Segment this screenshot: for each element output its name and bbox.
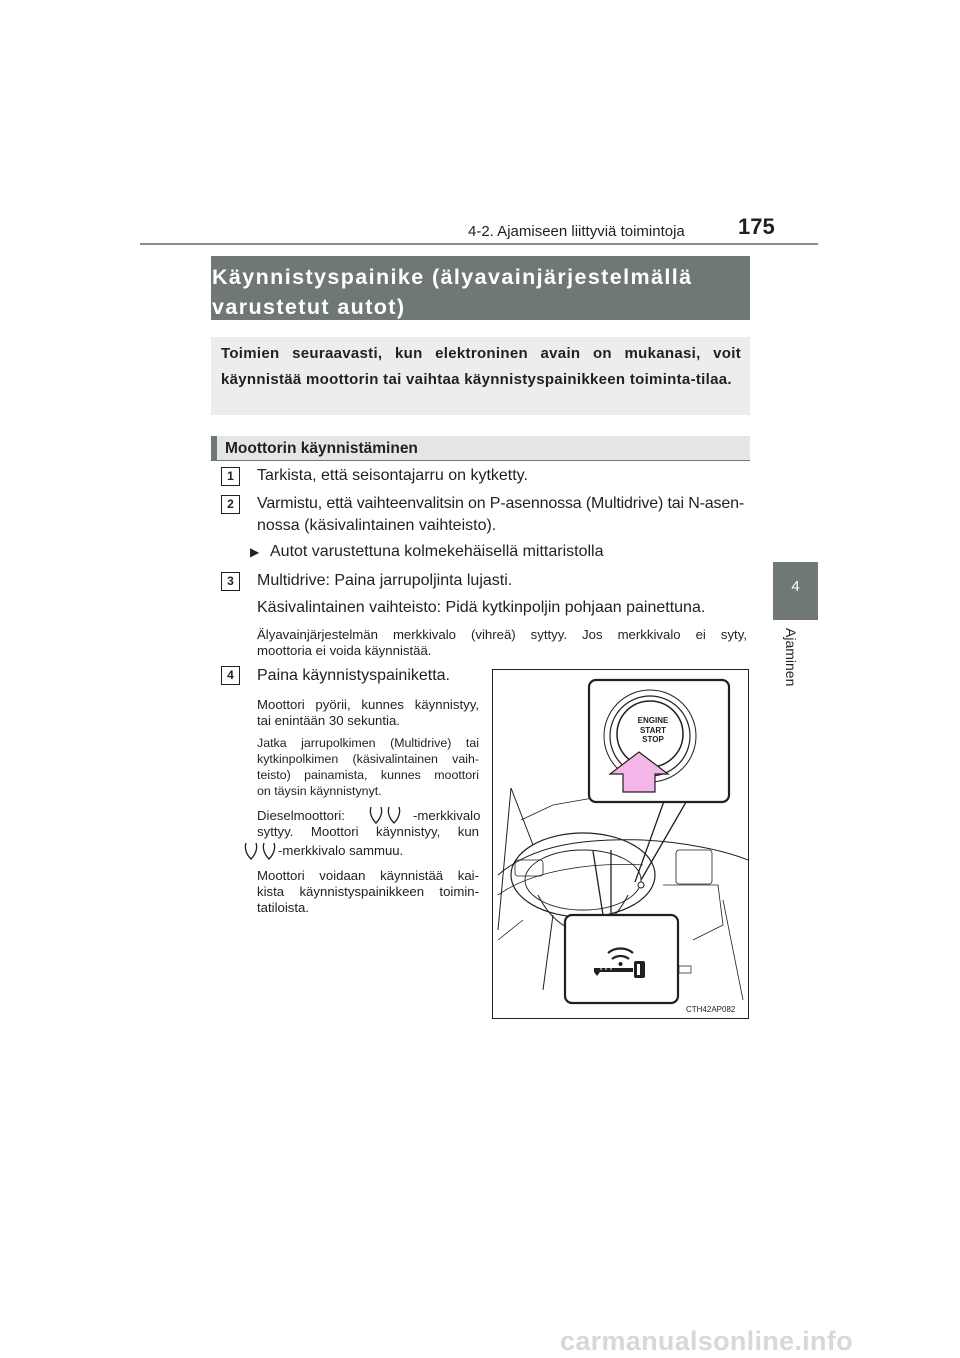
step-4-note-4-line1: Moottori voidaan käynnistää kai- (257, 868, 479, 883)
diesel-line3: -merkkivalo sammuu. (278, 843, 404, 858)
step-4-text: Paina käynnistyspainiketta. (257, 667, 450, 684)
step-number-1: 1 (221, 467, 240, 486)
step-3-text-line1: Multidrive: Paina jarrupoljinta lujasti. (257, 572, 513, 589)
step-4-note-2-line2: kytkinpolkimen (käsivalintainen vaih- (257, 752, 479, 766)
step-number-3: 3 (221, 572, 240, 591)
step-3-text-line2: Käsivalintainen vaihteisto: Pidä kytkinpoljin pohjaan painettuna. (257, 599, 706, 616)
step-4-note-2-line3: teisto) painamista, kunnes moottori (257, 768, 479, 782)
step-4-note-4-line3: tatiloista. (257, 900, 310, 915)
section-title (211, 262, 742, 322)
section-title-line1: Käynnistyspainike (älyavainjärjestelmällä (212, 265, 693, 289)
dashboard-drawing (493, 670, 748, 1018)
step-2-text-line1: Varmistu, että vaihteenvalitsin on P-asennossa (Multidrive) tai N-asen- (257, 495, 745, 512)
chapter-number: 4 (791, 578, 800, 595)
triangle-bullet-icon: ▶ (250, 545, 260, 559)
step-number-2: 2 (221, 495, 240, 514)
intro-text: Toimien seuraavasti, kun elektroninen avain on mukanasi, voit käynnistää moottorin tai vaihtaa käynnistyspainikkeen toiminta-tilaa. (221, 345, 741, 388)
glow-plug-indicator-icon-2 (243, 841, 277, 861)
step-3-note-line1: Älyavainjärjestelmän merkkivalo (vihreä) syttyy. Jos merkkivalo ei syty, (257, 627, 747, 642)
engine-start-stop-button (624, 716, 682, 745)
section-title-line2: varustetut autot) (212, 295, 406, 319)
running-header: 4-2. Ajamiseen liittyviä toimintoja (468, 223, 685, 240)
header-rule (140, 243, 818, 245)
watermark: carmanualsonline.info (560, 1326, 853, 1356)
subsection-bar (211, 436, 217, 461)
step-4-note-1-line2: tai enintään 30 sekuntia. (257, 713, 400, 728)
button-text-engine: ENGINE (637, 716, 669, 725)
page-number: 175 (738, 214, 775, 239)
diesel-line2: syttyy. Moottori käynnistyy, kun (257, 824, 479, 839)
step-4-note-1-line1: Moottori pyörii, kunnes käynnistyy, (257, 697, 479, 712)
step-4-note-4-line2: kista käynnistyspainikkeen toimin- (257, 884, 479, 899)
dashboard-illustration (492, 669, 749, 1019)
chapter-label-text: Ajaminen (783, 628, 799, 687)
step-2-text-line2: nossa (käsivalintainen vaihteisto). (257, 517, 497, 534)
diesel-indicator-label: -merkkivalo (413, 808, 481, 823)
figure-code: CTH42AP082 (686, 1005, 736, 1014)
step-1-text: Tarkista, että seisontajarru on kytketty. (257, 467, 528, 484)
step-4-note-2-line1: Jatka jarrupolkimen (Multidrive) tai (257, 736, 479, 750)
step-3-note-line2: moottoria ei voida käynnistää. (257, 643, 432, 658)
step-4-note-2-line4: on täysin käynnistynyt. (257, 784, 382, 798)
subsection-title: Moottorin käynnistäminen (225, 440, 418, 457)
button-text-stop: STOP (642, 735, 664, 744)
glow-plug-indicator-icon (368, 805, 402, 825)
button-text-start: START (639, 725, 667, 735)
condition-text: Autot varustettuna kolmekehäisellä mittaristolla (270, 543, 604, 560)
step-number-4: 4 (221, 666, 240, 685)
chapter-label (783, 628, 807, 708)
diesel-label: Dieselmoottori: (257, 808, 345, 823)
